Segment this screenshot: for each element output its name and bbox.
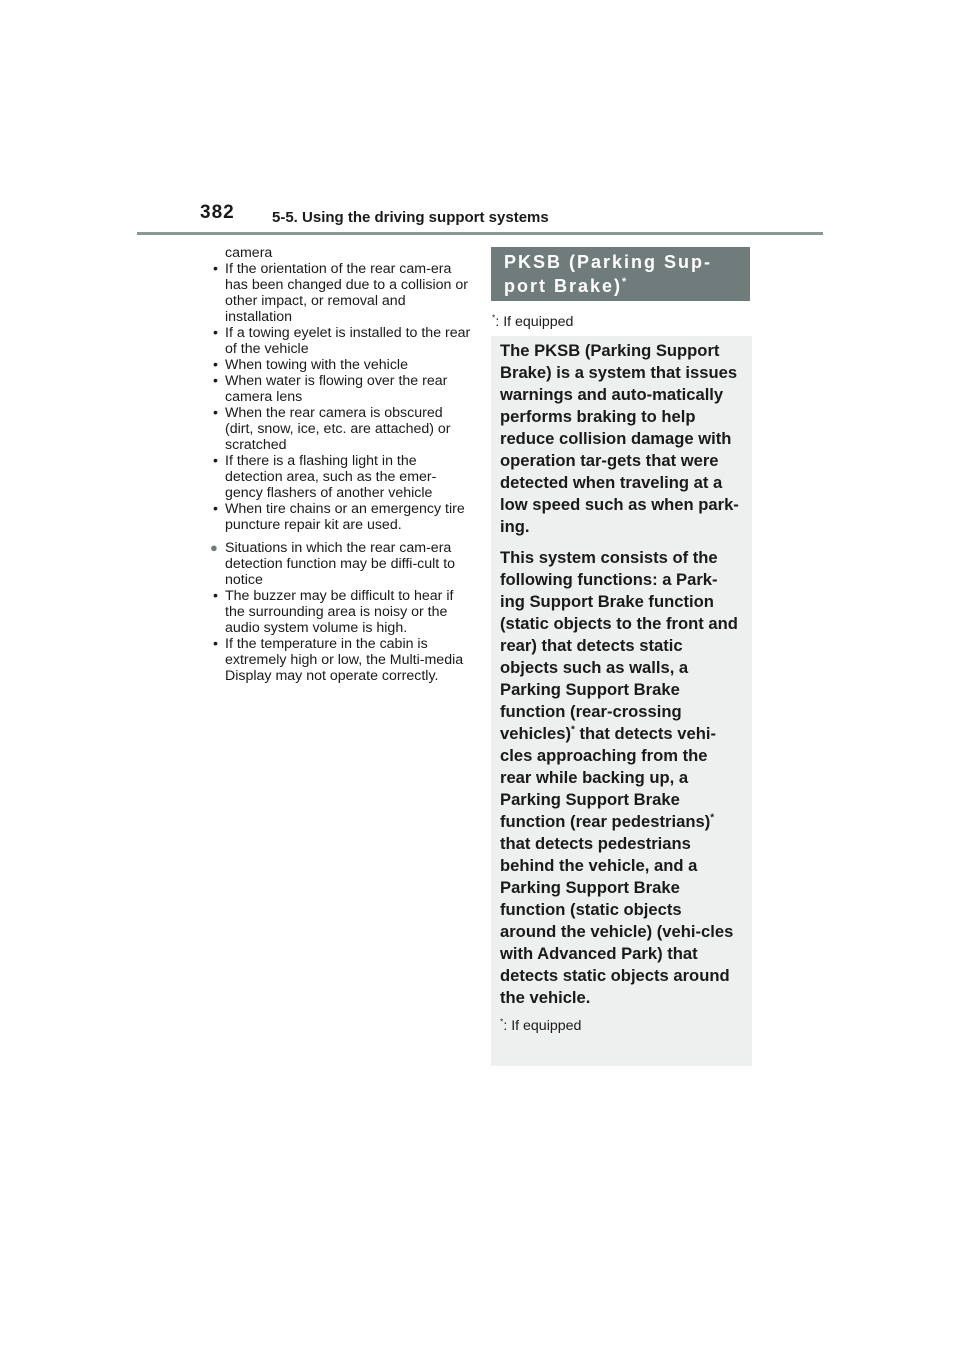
- info-paragraph-1: The PKSB (Parking Support Brake) is a system that issues warnings and auto-matically performs braking to help reduce collision damage with operation tar-gets that were detected when traveling at a low speed such as when park-ing.: [500, 341, 739, 536]
- info-box: [491, 336, 752, 1066]
- box-footnote: [500, 1017, 740, 1035]
- situation-list: [210, 588, 472, 684]
- footnote-mark: *: [500, 1016, 504, 1027]
- footnote-mark: *: [710, 812, 715, 824]
- list-item: • If the orientation of the rear cam-era has been changed due to a collision or other impact, or removal and installation: [210, 261, 472, 325]
- list-item: • When towing with the vehicle: [210, 357, 472, 373]
- section-title: 5-5. Using the driving support systems: [272, 209, 549, 226]
- section-heading: [491, 247, 750, 301]
- list-item: • When tire chains or an emergency tire puncture repair kit are used.: [210, 501, 472, 533]
- header-rule: [137, 232, 823, 235]
- heading-line-1: PKSB (Parking Sup-: [504, 252, 713, 272]
- list-item: • If there is a flashing light in the detection area, such as the emer-gency flashers of another vehicle: [210, 453, 472, 501]
- situation-item: [210, 540, 472, 588]
- list-item: • If the temperature in the cabin is extremely high or low, the Multi-media Display may not operate correctly.: [210, 636, 472, 684]
- footnote: [492, 314, 573, 330]
- info-text: that detects pedestrians behind the vehicle, and a Parking Support Brake function (static objects around the vehicle) (vehi-cles with Advanced Park) that detects static objects around the vehicle.: [500, 834, 734, 1007]
- footnote-text: : If equipped: [495, 314, 574, 330]
- footnote-mark: *: [571, 724, 575, 736]
- list-item: • If a towing eyelet is installed to the rear of the vehicle: [210, 325, 472, 357]
- footnote-text: : If equipped: [503, 1018, 582, 1034]
- heading-line-2: port Brake): [504, 276, 623, 296]
- heading-footnote-mark: *: [622, 276, 629, 288]
- info-text: This system consists of the following functions: a Park-ing Support Brake function (static objects to the front and rear) that detects static objects such as walls, a Parking Support Brake function (rear-crossing vehicles): [500, 548, 738, 743]
- list-item: • When the rear camera is obscured (dirt, snow, ice, etc. are attached) or scratched: [210, 405, 472, 453]
- condition-list: [210, 261, 472, 533]
- continued-text: camera: [225, 245, 273, 261]
- situation-text: Situations in which the rear cam-era detection function may be diffi-cult to notice: [225, 540, 456, 588]
- page-number: 382: [200, 202, 235, 223]
- info-paragraph-2: [500, 547, 740, 1009]
- info-text: that detects vehi-cles approaching from the rear while backing up, a Parking Support Brake function (rear pedestrians): [500, 724, 716, 831]
- list-item: • The buzzer may be difficult to hear if the surrounding area is noisy or the audio system volume is high.: [210, 588, 472, 636]
- left-column: [210, 245, 472, 684]
- footnote-mark: *: [492, 312, 496, 323]
- list-item: • When water is flowing over the rear camera lens: [210, 373, 472, 405]
- circle-bullet-icon: ●: [210, 540, 218, 555]
